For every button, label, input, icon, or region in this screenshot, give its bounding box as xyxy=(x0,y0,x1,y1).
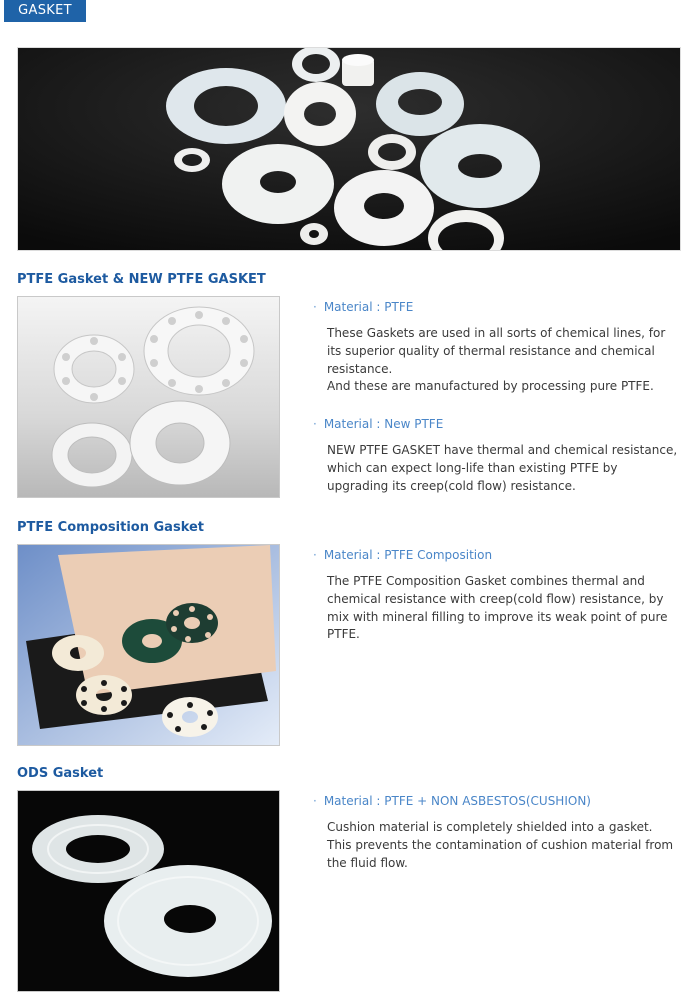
section-title-ptfe-gasket: PTFE Gasket & NEW PTFE GASKET xyxy=(17,272,266,287)
gasket-category-tag: GASKET xyxy=(4,0,86,22)
hero-gasket-photo xyxy=(17,47,681,251)
material-text: The PTFE Composition Gasket combines thermal and chemical resistance with creep(cold flow) resistance, by mix with mineral filling to improve its weak point of pure PTFE. xyxy=(327,574,668,642)
ptfe-gasket-description xyxy=(313,299,679,496)
material-label: · Material : New PTFE xyxy=(313,417,444,432)
material-text: Cushion material is completely shielded into a gasket. This prevents the contamination of cushion material from the fluid flow. xyxy=(327,820,674,870)
ptfe-gasket-photo xyxy=(17,296,280,498)
section-title-ptfe-composition: PTFE Composition Gasket xyxy=(17,520,205,535)
bullet-dot-icon: · xyxy=(313,548,317,562)
bullet-dot-icon: · xyxy=(313,794,317,808)
bullet-dot-icon: · xyxy=(313,417,317,432)
ptfe-composition-photo xyxy=(17,544,280,746)
material-text: These Gaskets are used in all sorts of chemical lines, for its superior quality of thermal resistance and chemical resistance. And these are manufactured by processing pure PTFE. xyxy=(327,326,666,394)
material-text: NEW PTFE GASKET have thermal and chemical resistance, which can expect long-life than existing PTFE by upgrading its creep(cold flow) resistance. xyxy=(327,443,678,493)
material-label: · Material : PTFE + NON ASBESTOS(CUSHION) xyxy=(313,794,591,808)
section-title-ods-gasket: ODS Gasket xyxy=(17,766,104,781)
ptfe-composition-description xyxy=(313,547,679,644)
ods-gasket-description xyxy=(313,793,679,872)
ods-gasket-photo xyxy=(17,790,280,992)
material-label: · Material : PTFE xyxy=(313,300,414,314)
bullet-dot-icon: · xyxy=(313,300,317,314)
material-label: · Material : PTFE Composition xyxy=(313,548,493,562)
